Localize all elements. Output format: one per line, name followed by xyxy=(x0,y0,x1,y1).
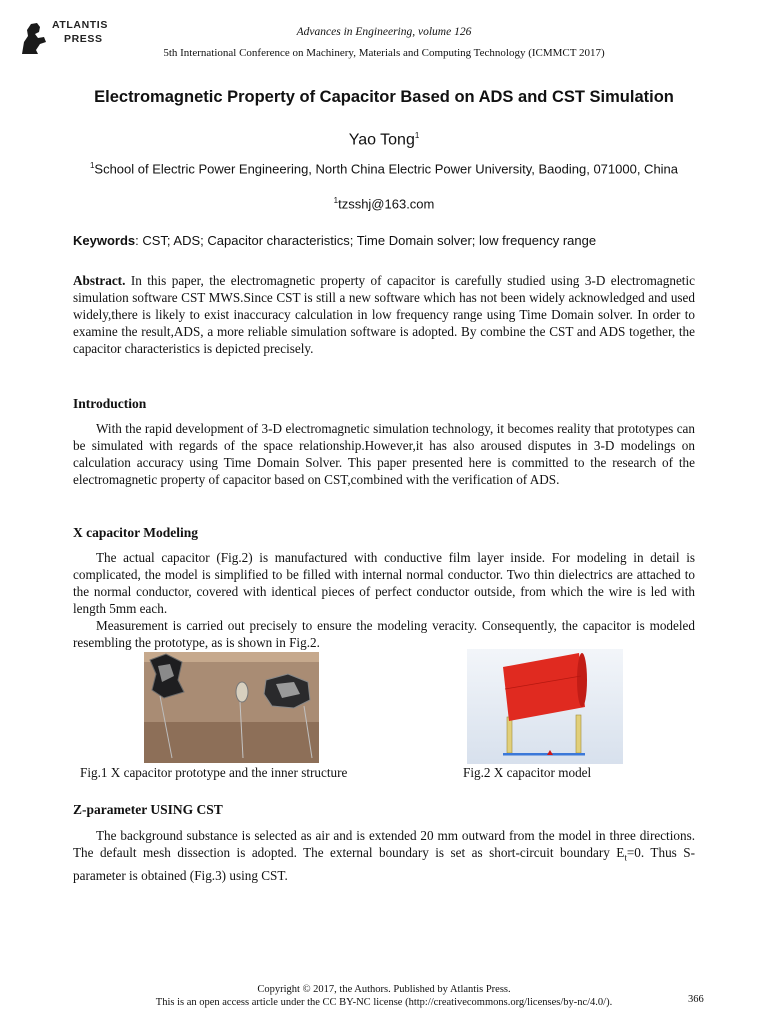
affiliation-sup: 1 xyxy=(89,161,95,170)
page-number: 366 xyxy=(688,994,704,1005)
email-sup: 1 xyxy=(333,196,339,205)
abstract-text: In this paper, the electromagnetic property of capacitor is carefully studied using 3-D electromagnetic simulation software CST MWS.Since CST is still a new software which has not been widely acknowledged and used widely,there is likely to exist inaccuracy calculation in low frequency range using Time Domain solver. In order to examine the result,ADS, a more reliable simulation software is adopted. By combine the CST and ADS together, the capacitor characteristics is depicted precisely. xyxy=(73,273,695,356)
x-capacitor-paragraph-2: Measurement is carried out precisely to ensure the modeling veracity. Consequently, the capacitor is modeled resembling the prototype, as is shown in Fig.2. xyxy=(73,618,695,650)
keywords xyxy=(73,233,695,248)
section-heading-introduction: Introduction xyxy=(73,396,147,411)
logo-line-2: PRESS xyxy=(64,33,103,45)
z-parameter-text-b: =0. Thus S-parameter is obtained (Fig.3) using CST. xyxy=(73,845,695,883)
x-capacitor-paragraph-1: The actual capacitor (Fig.2) is manufactured with conductive film layer inside. For modeling in detail is complicated, the model is simplified to be filled with internal normal conductor. Two thin dielectrics are attached to the normal conductor, covered with identical pieces of perfect conductor outside, from which the wire is led with length 5mm each. xyxy=(73,550,695,616)
section-heading-x-capacitor: X capacitor Modeling xyxy=(73,525,198,540)
conference-header: 5th International Conference on Machinery, Materials and Computing Technology (ICMMCT 2017) xyxy=(163,47,605,59)
journal-header: Advances in Engineering, volume 126 xyxy=(296,26,472,38)
affiliation xyxy=(70,158,698,177)
logo-line-1: ATLANTIS xyxy=(52,19,108,31)
email-address[interactable]: tzsshj@163.com xyxy=(338,196,435,212)
figure-1-photo xyxy=(144,652,319,763)
affiliation-text: School of Electric Power Engineering, North China Electric Power University, Baoding, 071000, China xyxy=(94,161,679,177)
z-parameter-text-a: The background substance is selected as air and is extended 20 mm outward from the model in three directions. The default mesh dissection is adopted. The external boundary is set as short-circuit boundary E xyxy=(73,828,695,860)
email-line xyxy=(0,196,768,211)
introduction-paragraph: With the rapid development of 3-D electromagnetic simulation technology, it becomes reality that prototypes can be simulated with regards of the space relationship.However,it has also aroused disputes in 3-D modelings on calculation accuracy using Time Domain Solver. This paper presented here is committed to the research of the electromagnetic property of capacitor based on CST,combined with the verification of ADS. xyxy=(73,421,695,487)
paper-title: Electromagnetic Property of Capacitor Based on ADS and CST Simulation xyxy=(94,88,674,106)
abstract-label: Abstract. xyxy=(73,273,126,288)
copyright-notice: Copyright © 2017, the Authors. Published by Atlantis Press. xyxy=(257,984,511,995)
figure-2-model xyxy=(467,649,623,764)
z-parameter-subscript: t xyxy=(624,852,627,863)
license-notice[interactable]: This is an open access article under the CC BY-NC license (http://creativecommons.org/licenses/by-nc/4.0/). xyxy=(155,997,613,1008)
keywords-text: : CST; ADS; Capacitor characteristics; Time Domain solver; low frequency range xyxy=(135,233,597,248)
author-sup: 1 xyxy=(414,131,420,140)
z-parameter-paragraph xyxy=(73,827,695,884)
author-name: Yao Tong xyxy=(348,131,415,149)
keywords-label: Keywords xyxy=(73,233,136,248)
author-line xyxy=(0,131,768,149)
section-heading-z-parameter: Z-parameter USING CST xyxy=(73,802,223,817)
figure-2-caption: Fig.2 X capacitor model xyxy=(463,765,592,780)
figure-1-caption: Fig.1 X capacitor prototype and the inner structure xyxy=(80,765,348,780)
abstract xyxy=(73,272,695,357)
